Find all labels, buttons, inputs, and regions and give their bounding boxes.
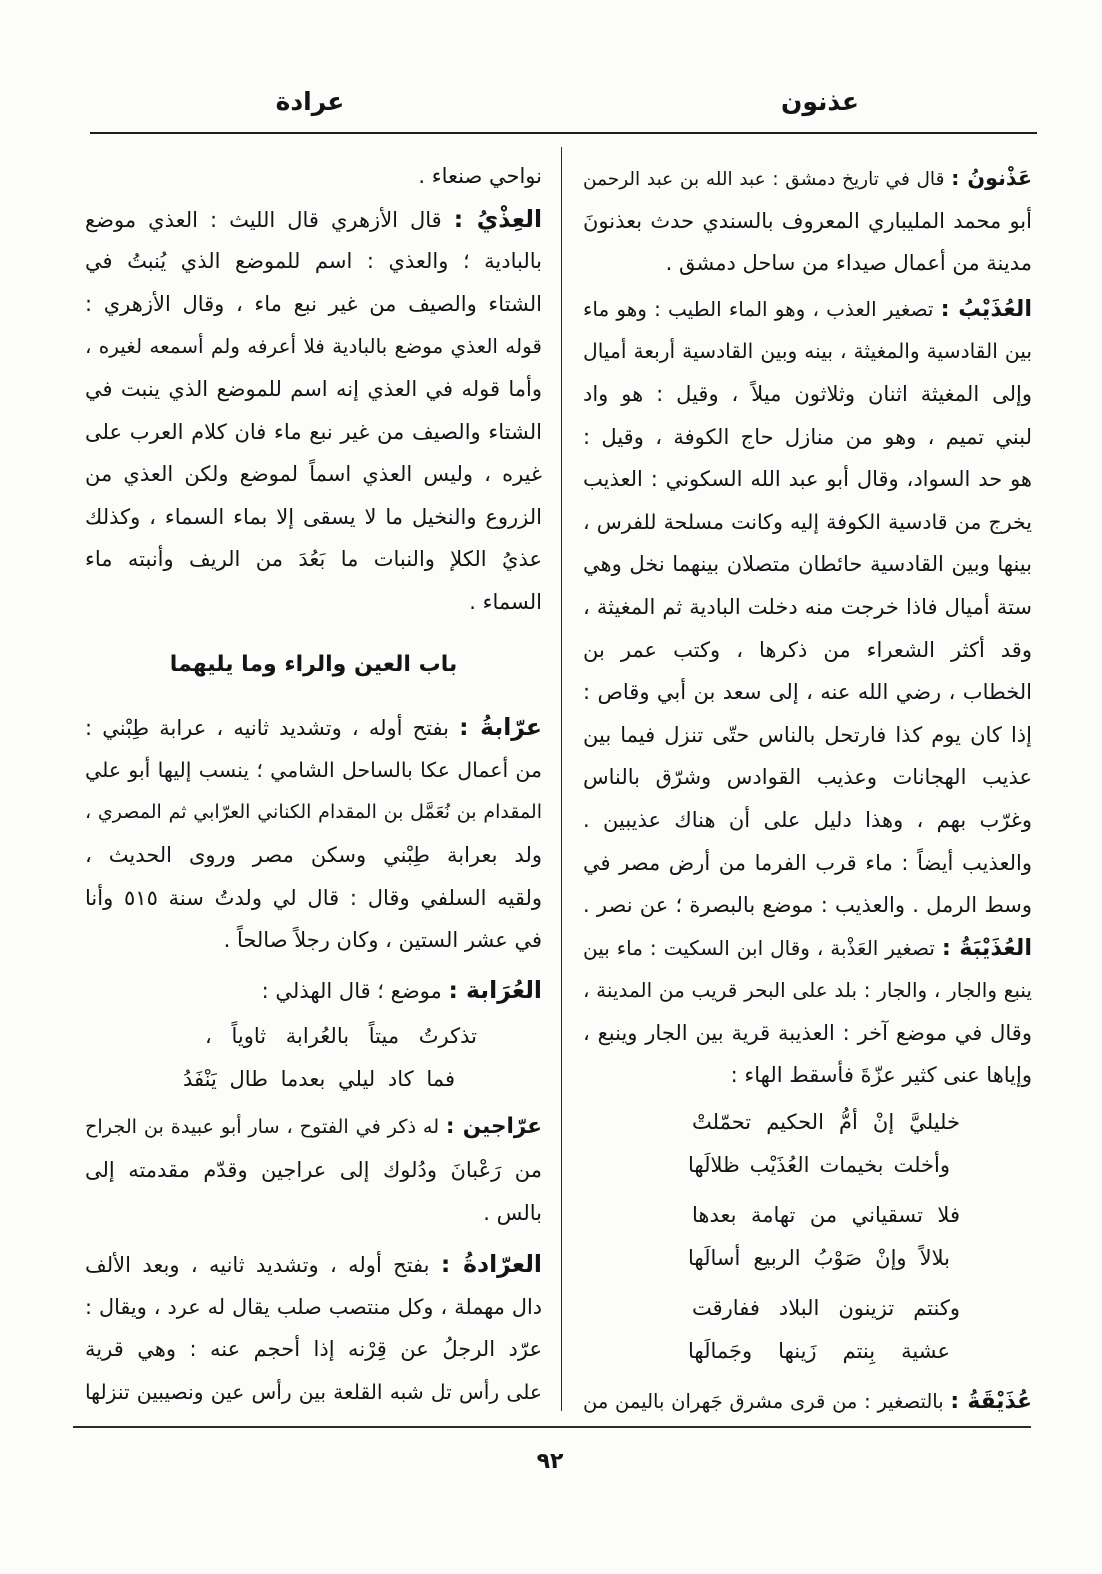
line-text: قال الأزهري قال الليث : العذي موضع bbox=[85, 207, 442, 232]
text-line: قوله العذي موضع بالبادية فلا أعرفه ولم أسمعه لغيره ، bbox=[85, 334, 542, 359]
text-line: والعذيب أيضاً : ماء قرب الفرما من أرض مصر في bbox=[583, 850, 1032, 875]
text-line bbox=[583, 288, 1032, 331]
text-line: من رَعْبانَ ودُلوك إلى عراجين وقدّم مقدمته إلى bbox=[85, 1158, 542, 1183]
text-line: على رأس تل شبه القلعة بين رأس عين ونصيبين تنزلها bbox=[85, 1380, 542, 1405]
headword: عرّاجين : bbox=[445, 1114, 542, 1140]
text-line: وأما قوله في العذي إنه اسم للموضع الذي ينبت في bbox=[85, 376, 542, 401]
text-line: الخطاب ، رضي الله عنه ، إلى سعد بن أبي وقاص : bbox=[583, 680, 1032, 705]
entry-udhayqah bbox=[583, 1381, 1032, 1424]
running-header-right: عذنون bbox=[781, 87, 859, 116]
hemistich-second: وأخلت بخيمات العُذَيْب ظلالَها bbox=[688, 1152, 950, 1177]
text-line: وسط الرمل . والعذيب : موضع بالبصرة ؛ عن نصر . bbox=[583, 893, 1032, 918]
poem bbox=[85, 1015, 542, 1100]
hemistich-second: عشية بِنتم زَينها وجَمالَها bbox=[688, 1339, 950, 1364]
left-column bbox=[85, 155, 542, 1414]
text-line bbox=[85, 706, 542, 749]
text-line: دال مهملة ، وكل منتصب صلب يقال له عرد ، ويقال : bbox=[85, 1294, 542, 1319]
headword: العُذَيْبَةُ : bbox=[941, 934, 1032, 961]
line-text: قال في تاريخ دمشق : عبد الله بن عبد الرحمن bbox=[583, 169, 945, 190]
text-line: بالس . bbox=[483, 1200, 542, 1225]
text-line: بالبادية ؛ والعذي : اسم للموضع الذي يُنبتُ في bbox=[85, 249, 542, 274]
entry-al-udhaybah bbox=[583, 927, 1032, 1373]
hemistich-first: وكنتم تزينون البلاد ففارقت bbox=[692, 1296, 960, 1321]
headword: العُرَابة : bbox=[448, 975, 542, 1004]
text-line: الشتاء والصيف من غير نبع ماء فان كلام العرب على bbox=[85, 419, 542, 444]
footer-rule bbox=[73, 1426, 1031, 1428]
text-line: السماء . bbox=[469, 589, 542, 614]
headword: عرّابةُ : bbox=[459, 713, 542, 742]
text-line: عرّد الرجلُ عن قِرْنه إذا أحجم عنه : وهي قرية bbox=[85, 1337, 542, 1362]
page-number: ٩٢ bbox=[536, 1449, 564, 1474]
entry-al-idhy bbox=[85, 198, 542, 624]
text-line: الزروع والنخيل ما لا يسقى إلا بماء السماء ، وكذلك bbox=[85, 504, 542, 529]
headword: عُذَيْقَةُ : bbox=[950, 1388, 1032, 1414]
text-line: وإياها عنى كثير عزّةَ فأسقط الهاء : bbox=[730, 1063, 1032, 1088]
entry-al-arradah bbox=[85, 1243, 542, 1413]
text-line: الشتاء والصيف من غير نبع ماء ، وقال الأزهري : bbox=[85, 291, 542, 316]
hemistich-second: فما كاد ليلي بعدما طال يَنْفَدُ bbox=[183, 1066, 455, 1091]
text-line: بين القادسية والمغيثة ، بينه وبين القادسية أربعة أميال bbox=[583, 339, 1032, 364]
running-header-left: عرادة bbox=[275, 87, 345, 116]
line-text: بفتح أوله ، وتشديد ثانيه ، عرابة طِبْني : bbox=[85, 716, 449, 741]
hemistich-second: بلالاً وإنْ صَوْبُ الربيع أسالَها bbox=[688, 1245, 950, 1270]
text-line: مدينة من أعمال صيداء من ساحل دمشق . bbox=[665, 251, 1032, 276]
headword: عَذْنونُ : bbox=[951, 166, 1032, 190]
line-text: له ذكر في الفتوح ، سار أبو عبيدة بن الجراح bbox=[85, 1115, 440, 1139]
verse bbox=[583, 1287, 1032, 1372]
text-line bbox=[85, 198, 542, 241]
headword: العُذَيْبُ : bbox=[940, 295, 1032, 322]
headword: العرّادةُ : bbox=[440, 1250, 542, 1279]
text-line: في عشر الستين ، وكان رجلاً صالحاً . bbox=[223, 928, 542, 953]
entry-al-udhayb bbox=[583, 288, 1032, 927]
text-line: وقال في موضع آخر : العذيبة قرية بين الجار وينبع ، bbox=[583, 1020, 1032, 1045]
text-line: إذا كان يوم كذا فارتحل بالناس حتّى تنزل فيما بين bbox=[583, 722, 1032, 747]
line-text: موضع ؛ قال الهذلي : bbox=[261, 978, 442, 1003]
text-line bbox=[583, 927, 1032, 970]
right-column bbox=[583, 157, 1032, 1423]
text-line: غيره ، وليس العذي اسماً لموضع ولكن العذي من bbox=[85, 462, 542, 487]
text-line: لبني تميم ، وهو من منازل حاج الكوفة ، وقيل : bbox=[583, 424, 1032, 449]
line-text: تصغير العذب ، وهو الماء الطيب : وهو ماء bbox=[583, 296, 934, 321]
text-line: عذيب الهجانات وعذيب القوادس وشرّق بالناس bbox=[583, 765, 1032, 790]
entry-adhnun bbox=[583, 157, 1032, 285]
line-text: بالتصغير : من قرى مشرق جَهران باليمن من bbox=[583, 1389, 944, 1413]
verse bbox=[583, 1101, 1032, 1186]
line-text: بفتح أوله ، وتشديد ثانيه ، وبعد الألف bbox=[85, 1253, 430, 1278]
headword: العِذْيُ : bbox=[453, 204, 543, 233]
text-line: أبو محمد المليباري المعروف بالسندي حدث بعذنونَ bbox=[583, 208, 1032, 233]
text-line: بينها وبين القادسية حائطان متصلان بينهما نخل وهي bbox=[583, 552, 1032, 577]
text-line bbox=[85, 969, 542, 1012]
verse bbox=[583, 1194, 1032, 1279]
hemistich-first: تذكرتُ ميتاً بالعُرابة ثاوياً ، bbox=[205, 1024, 477, 1049]
text-line: ولد بعرابة طِبْني وسكن مصر وروى الحديث ، bbox=[85, 842, 542, 867]
column-divider bbox=[561, 147, 562, 1411]
text-line: يخرج من قادسية الكوفة إليه وكانت مسلحة للفرس ، bbox=[583, 509, 1032, 534]
hemistich-first: خليليَّ إنْ أمُّ الحكيم تحمّلتْ bbox=[692, 1110, 960, 1135]
text-line bbox=[85, 1106, 542, 1149]
text-line: من أعمال عكا بالساحل الشامي ؛ ينسب إليها أبو علي bbox=[85, 757, 542, 782]
header-rule bbox=[90, 132, 1037, 134]
section-heading: باب العين والراء وما يليهما bbox=[169, 651, 458, 677]
text-line: وإلى المغيثة اثنان وثلاثون ميلاً ، وقيل : هو واد bbox=[583, 381, 1032, 406]
entry-arrabah bbox=[85, 706, 542, 962]
hemistich-first: فلا تسقياني من تهامة بعدها bbox=[692, 1203, 960, 1228]
verse bbox=[85, 1015, 542, 1100]
text-line bbox=[85, 1243, 542, 1286]
text-line bbox=[583, 1381, 1032, 1424]
text-line: ولقيه السلفي وقال : قال لي ولدتُ سنة ٥١٥ وأنا bbox=[85, 885, 542, 910]
text-line: ستة أميال فاذا خرجت منه دخلت البادية ثم المغيثة ، bbox=[583, 594, 1032, 619]
text-line: هو حد السواد، وقال أبو عبد الله السكوني : العذيب bbox=[583, 467, 1032, 492]
continuation-line: نواحي صنعاء . bbox=[418, 164, 542, 188]
line-text: تصغير العَذْبة ، وقال ابن السكيت : ماء بين bbox=[583, 935, 935, 960]
entry-al-urabah bbox=[85, 969, 542, 1101]
text-line: وغرّب بهم ، وهذا دليل على أن هناك عذيبين . bbox=[583, 807, 1032, 832]
text-line: المقدام بن نُعَمَّل بن المقدام الكناني العرّابي ثم المصري ، bbox=[85, 801, 542, 824]
text-line bbox=[583, 157, 1032, 200]
text-line: عذيُ الكلإ والنبات ما بَعُدَ من الريف وأنبته ماء bbox=[85, 547, 542, 572]
poem bbox=[583, 1101, 1032, 1373]
text-line: وقد أكثر الشعراء من ذكرها ، وكتب عمر بن bbox=[583, 637, 1032, 662]
entry-arrajin bbox=[85, 1106, 542, 1234]
text-line: ينبع والجار ، والجار : بلد على البحر قريب من المدينة ، bbox=[583, 978, 1032, 1003]
